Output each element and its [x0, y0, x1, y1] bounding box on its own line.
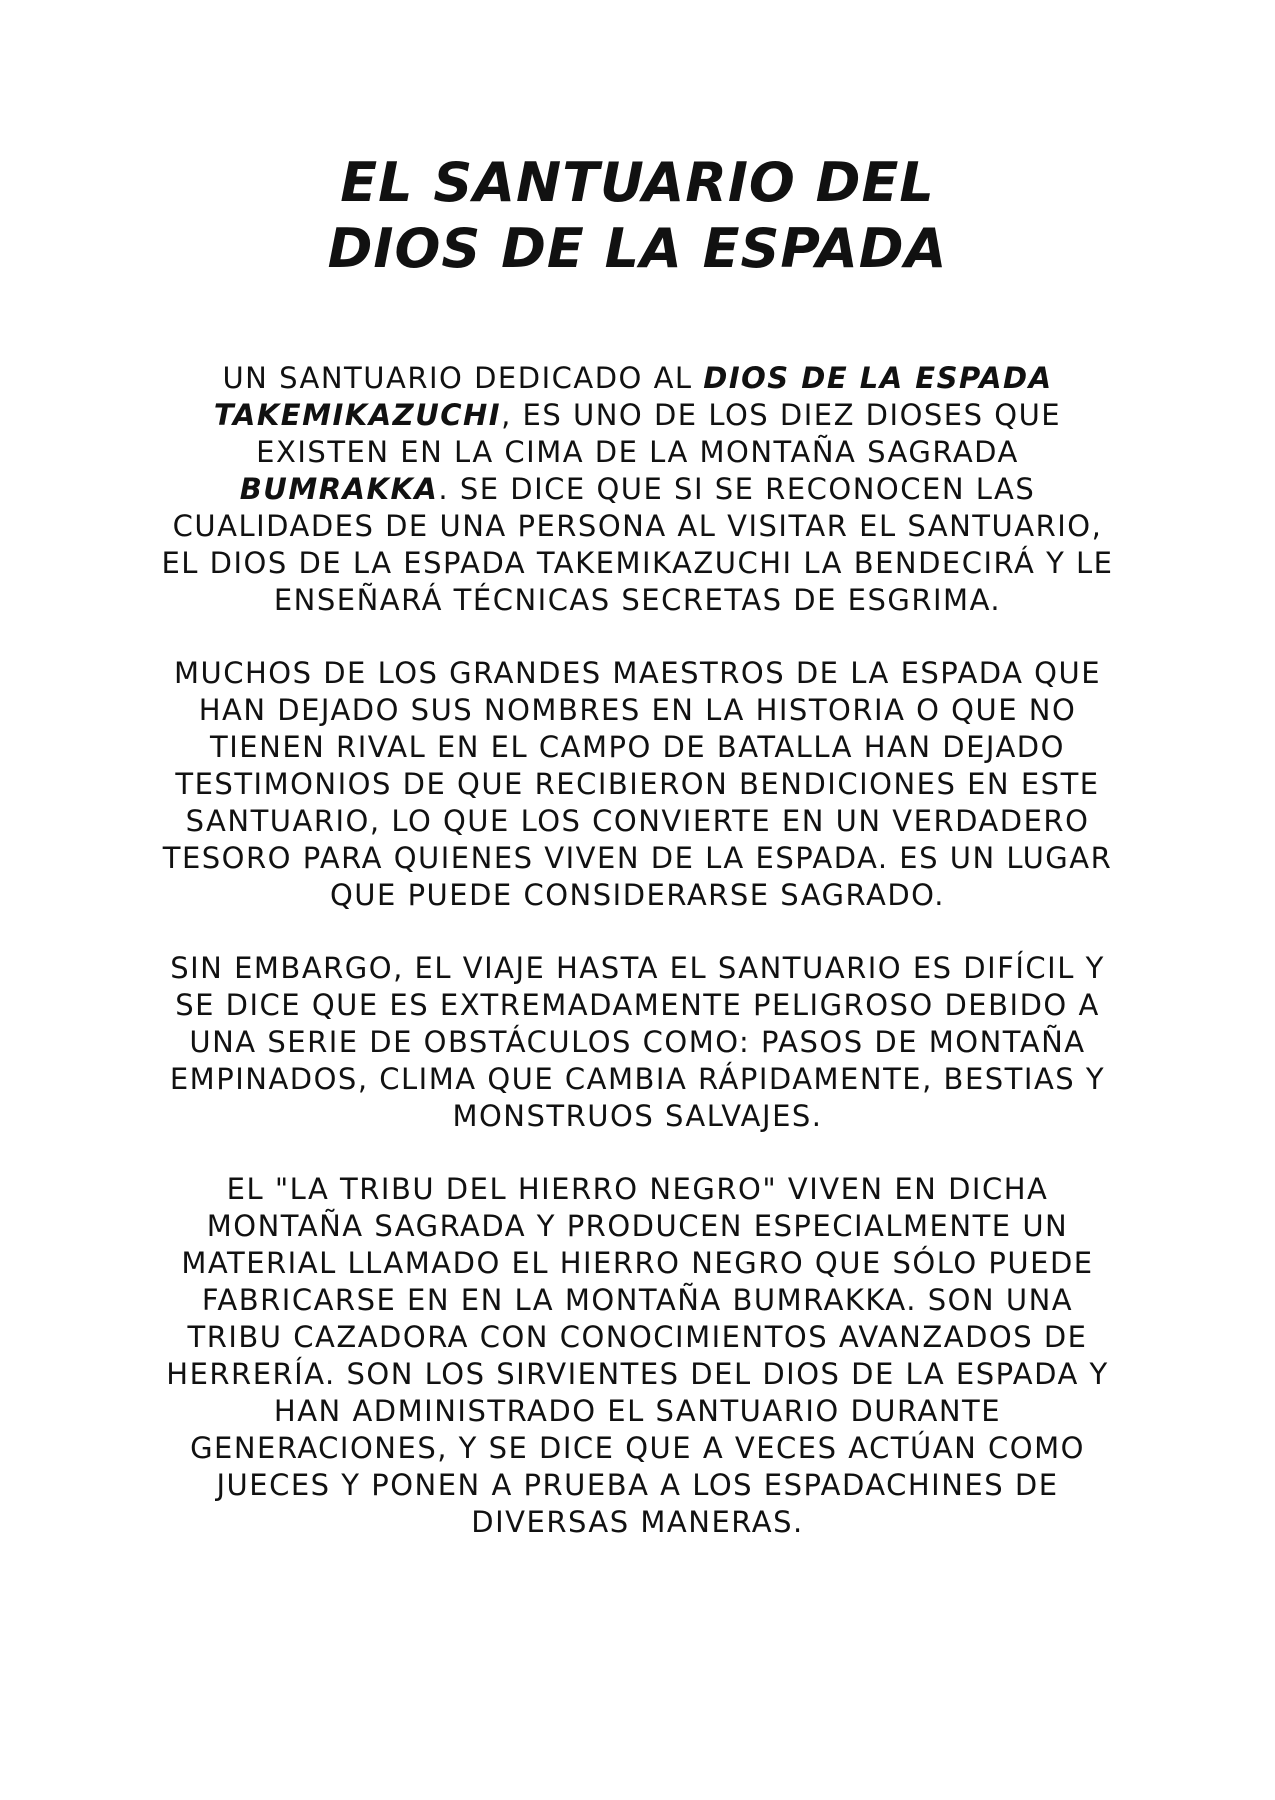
- paragraph-3: SIN EMBARGO, EL VIAJE HASTA EL SANTUARIO ES DIFÍCIL Y SE DICE QUE ES EXTREMADAMENTE PELIGROSO DEBIDO A UNA SERIE DE OBSTÁCULOS COMO: PASOS DE MONTAÑA EMPINADOS, CLIMA QUE CAMBIA RÁPIDAMENTE, BESTIAS Y MONSTRUOS SALVAJES.: [169, 951, 1106, 1133]
- title-line-1: EL SANTUARIO DEL: [340, 151, 935, 214]
- body-text: [150, 360, 1125, 1577]
- emphasis-god-name: DIOS DE LA ESPADA TAKEMIKAZUCHI: [213, 361, 1053, 432]
- page-title: [0, 150, 1275, 282]
- paragraph-1-text-a: UN SANTUARIO DEDICADO AL: [222, 361, 704, 395]
- paragraph-2: MUCHOS DE LOS GRANDES MAESTROS DE LA ESPADA QUE HAN DEJADO SUS NOMBRES EN LA HISTORIA O QUE NO TIENEN RIVAL EN EL CAMPO DE BATALLA HAN DEJADO TESTIMONIOS DE QUE RECIBIERON BENDICIONES EN ESTE SANTUARIO, LO QUE LOS CONVIERTE EN UN VERDADERO TESORO PARA QUIENES VIVEN DE LA ESPADA. ES UN LUGAR QUE PUEDE CONSIDERARSE SAGRADO.: [162, 656, 1113, 912]
- paragraph-1-text-b: , ES UNO DE LOS DIEZ DIOSES QUE EXISTEN EN LA CIMA DE LA MONTAÑA SAGRADA: [256, 398, 1062, 469]
- paragraph-1-text-c: . SE DICE QUE SI SE RECONOCEN LAS CUALIDADES DE UNA PERSONA AL VISITAR EL SANTUARIO, EL DIOS DE LA ESPADA TAKEMIKAZUCHI LA BENDECIRÁ Y LE ENSEÑARÁ TÉCNICAS SECRETAS DE ESGRIMA.: [161, 472, 1114, 617]
- paragraph-4: EL "LA TRIBU DEL HIERRO NEGRO" VIVEN EN DICHA MONTAÑA SAGRADA Y PRODUCEN ESPECIALMENTE UN MATERIAL LLAMADO EL HIERRO NEGRO QUE SÓLO PUEDE FABRICARSE EN EN LA MONTAÑA BUMRAKKA. SON UNA TRIBU CAZADORA CON CONOCIMIENTOS AVANZADOS DE HERRERÍA. SON LOS SIRVIENTES DEL DIOS DE LA ESPADA Y HAN ADMINISTRADO EL SANTUARIO DURANTE GENERACIONES, Y SE DICE QUE A VECES ACTÚAN COMO JUECES Y PONEN A PRUEBA A LOS ESPADACHINES DE DIVERSAS MANERAS.: [166, 1172, 1109, 1539]
- title-line-2: DIOS DE LA ESPADA: [327, 217, 948, 280]
- paragraph-1: [150, 360, 1125, 619]
- emphasis-mountain-name: BUMRAKKA: [239, 472, 439, 506]
